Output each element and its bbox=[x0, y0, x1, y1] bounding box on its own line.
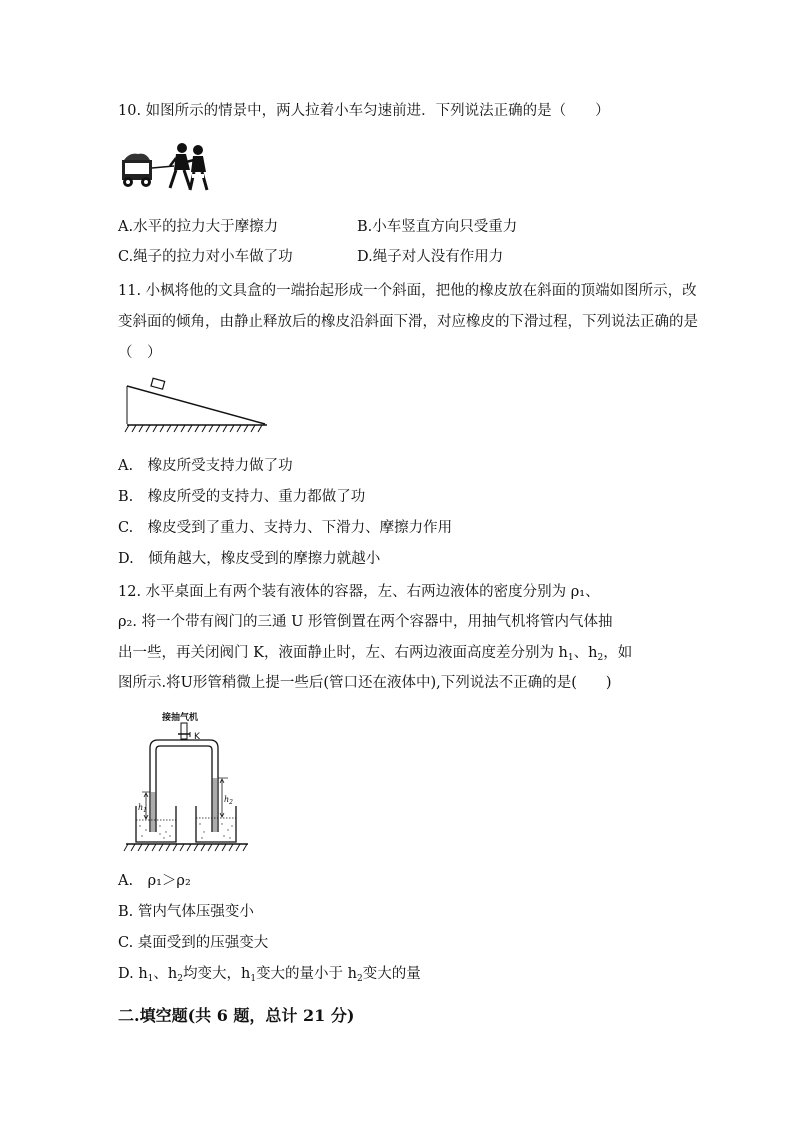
q12-stem-line2: ρ₂. 将一个带有阀门的三通 U 形管倒置在两个容器中，用抽气机将管内气体抽 bbox=[118, 614, 613, 630]
q11-option-a: A. 橡皮所受支持力做了功 bbox=[118, 458, 293, 474]
q11-stem-line1: 11. 小枫将他的文具盒的一端抬起形成一个斜面，把他的橡皮放在斜面的顶端如图所示，改 bbox=[118, 283, 697, 299]
q12-stem-line3: 出一些，再关闭阀门 K，液面静止时，左、右两边液面高度差分别为 $h_1$、$h_2$，如 bbox=[118, 645, 633, 663]
q12-label-k: K bbox=[194, 732, 200, 742]
q12-label-pump: 接抽气机 bbox=[162, 713, 199, 723]
q12-label-h1: $h_1$ bbox=[138, 803, 147, 814]
q10-option-a: A.水平的拉力大于摩擦力 bbox=[118, 219, 279, 235]
q12-figure-u-tube bbox=[124, 708, 250, 856]
q11-figure-incline bbox=[125, 376, 271, 434]
q10-option-b: B.小车竖直方向只受重力 bbox=[357, 219, 518, 235]
q12-option-c: C. 桌面受到的压强变大 bbox=[118, 935, 269, 951]
q11-option-d: D. 倾角越大，橡皮受到的摩擦力就越小 bbox=[118, 551, 381, 567]
q11-stem-line3: （ ） bbox=[118, 345, 162, 361]
q12-option-a: A. ρ₁＞ρ₂ bbox=[118, 873, 191, 889]
q11-stem-line2: 变斜面的倾角，由静止释放后的橡皮沿斜面下滑，对应橡皮的下滑过程，下列说法正确的是 bbox=[118, 314, 698, 330]
q12-option-d: D. $h_1$、$h_2$均变大，$h_1$变大的量小于 $h_2$变大的量 bbox=[118, 966, 421, 984]
q12-option-b: B. 管内气体压强变小 bbox=[118, 904, 254, 920]
q12-stem-line4: 图所示.将U形管稍微上提一些后(管口还在液体中),下列说法不正确的是( ) bbox=[118, 675, 612, 691]
q12-label-h2: $h_2$ bbox=[224, 795, 233, 806]
q10-figure-people-pulling-cart bbox=[118, 140, 210, 196]
section-heading-fill-in: 二.填空题(共 6 题，总计 21 分) bbox=[118, 1006, 355, 1025]
q10-option-c: C.绳子的拉力对小车做了功 bbox=[118, 249, 293, 265]
q11-option-b: B. 橡皮所受的支持力、重力都做了功 bbox=[118, 489, 366, 505]
q12-stem-line1: 12. 水平桌面上有两个装有液体的容器，左、右两边液体的密度分别为 ρ₁、 bbox=[118, 584, 600, 600]
q11-option-c: C. 橡皮受到了重力、支持力、下滑力、摩擦力作用 bbox=[118, 520, 453, 536]
q10-stem: 10. 如图所示的情景中，两人拉着小车匀速前进．下列说法正确的是（ ） bbox=[118, 103, 610, 119]
q10-option-d: D.绳子对人没有作用力 bbox=[357, 249, 504, 265]
